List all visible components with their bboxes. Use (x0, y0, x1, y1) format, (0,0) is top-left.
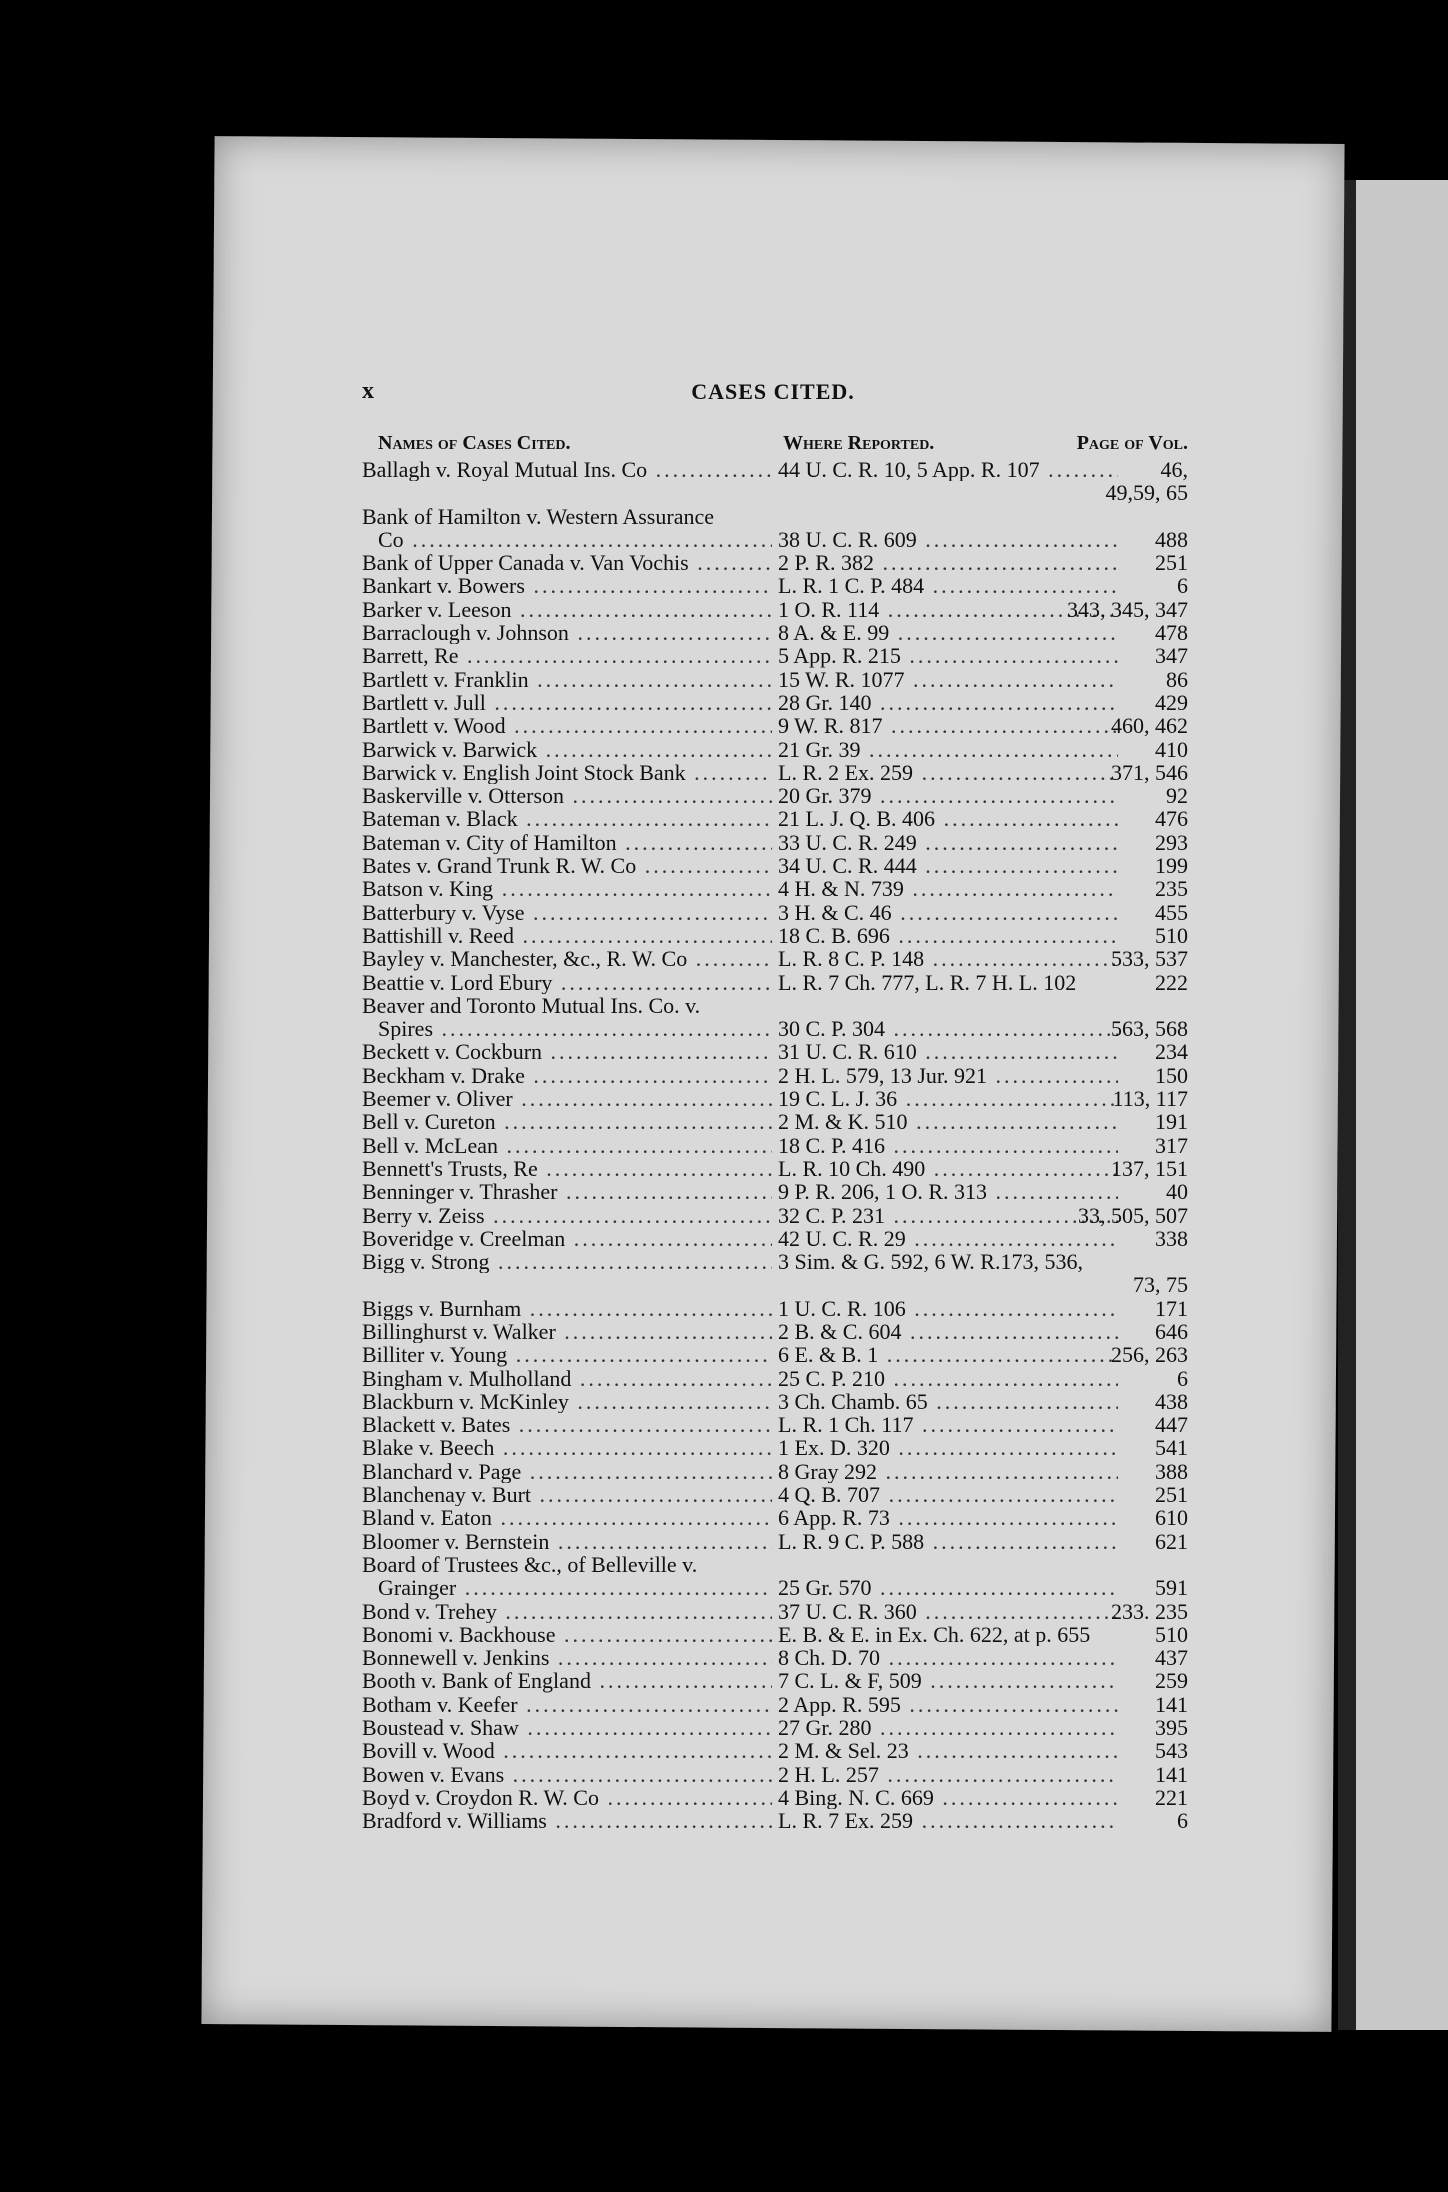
page-of-vol: 6 (1177, 573, 1188, 599)
case-name: Bank of Hamilton v. Western Assurance (362, 504, 714, 528)
column-header-where: Where Reported. (783, 432, 935, 454)
table-row (358, 1600, 1188, 1623)
table-row (358, 1413, 1188, 1436)
table-row (358, 574, 1188, 597)
case-name: Ballagh v. Royal Mutual Ins. Co ..... (362, 458, 772, 481)
where-reported: 8 Gray 292 ..... (778, 1460, 1118, 1483)
where-reported: L. R. 1 Ch. 117 ..... (778, 1413, 1118, 1436)
page-of-vol: 395 (1155, 1715, 1188, 1741)
where-reported: 8 Ch. D. 70 ..... (778, 1646, 1118, 1669)
where-reported: L. R. 9 C. P. 588 ..... (778, 1530, 1118, 1553)
table-row (358, 1367, 1188, 1390)
page-header (358, 380, 1188, 432)
page-of-vol: 113, 117 (1112, 1086, 1188, 1112)
page-of-vol: 221 (1155, 1784, 1188, 1810)
table-row (358, 1483, 1188, 1506)
page-of-vol: 347 (1155, 643, 1188, 669)
column-headers (358, 432, 1188, 458)
page-of-vol: 49,59, 65 (1105, 480, 1188, 506)
case-name: Beattie v. Lord Ebury ..... (362, 971, 772, 994)
where-reported: 6 E. & B. 1 ..... (778, 1343, 1118, 1366)
case-name: Barwick v. English Joint Stock Bank ..... (362, 761, 772, 784)
where-reported: L. R. 7 Ex. 259 ..... (778, 1809, 1118, 1832)
case-name: Bigg v. Strong ..... (362, 1250, 772, 1273)
table-row (358, 1693, 1188, 1716)
page-of-vol: 73, 75 (1133, 1272, 1188, 1298)
page-of-vol: 86 (1166, 666, 1188, 692)
page-of-vol: 199 (1155, 853, 1188, 879)
table-row (358, 1250, 1188, 1273)
table-row (358, 1739, 1188, 1762)
case-name: Barrett, Re ..... (362, 644, 772, 667)
where-reported: 9 W. R. 817 ..... (778, 714, 1118, 737)
case-name: Bartlett v. Franklin ..... (362, 668, 772, 691)
where-reported: L. R. 7 Ch. 777, L. R. 7 H. L. 102 (778, 970, 1077, 994)
page-of-vol: 171 (1155, 1295, 1188, 1321)
where-reported: 9 P. R. 206, 1 O. R. 313 ..... (778, 1180, 1118, 1203)
where-reported: 2 H. L. 257 ..... (778, 1763, 1118, 1786)
table-row (358, 621, 1188, 644)
where-reported: 30 C. P. 304 ..... (778, 1017, 1118, 1040)
where-reported: 4 H. & N. 739 ..... (778, 877, 1118, 900)
table-row (358, 1204, 1188, 1227)
page-of-vol: 251 (1155, 550, 1188, 576)
page-of-vol: 235 (1155, 876, 1188, 902)
where-reported: 32 C. P. 231 ..... (778, 1204, 1118, 1227)
case-name: Billinghurst v. Walker ..... (362, 1320, 772, 1343)
table-row (358, 854, 1188, 877)
where-reported: 18 C. B. 696 ..... (778, 924, 1118, 947)
case-name: Biggs v. Burnham ..... (362, 1297, 772, 1320)
where-reported: 1 O. R. 114 ..... (778, 598, 1118, 621)
page-of-vol: 437 (1155, 1645, 1188, 1671)
case-name: Baskerville v. Otterson ..... (362, 784, 772, 807)
table-row (358, 947, 1188, 970)
where-reported: 20 Gr. 379 ..... (778, 784, 1118, 807)
table-row (358, 807, 1188, 830)
page-of-vol: 251 (1155, 1482, 1188, 1508)
table-row (358, 1040, 1188, 1063)
page-of-vol: 447 (1155, 1412, 1188, 1438)
table-row (358, 901, 1188, 924)
page-of-vol: 510 (1155, 922, 1188, 948)
case-name: Botham v. Keefer ..... (362, 1693, 772, 1716)
case-name: Barraclough v. Johnson ..... (362, 621, 772, 644)
where-reported: 21 L. J. Q. B. 406 ..... (778, 807, 1118, 830)
where-reported: 21 Gr. 39 ..... (778, 738, 1118, 761)
case-name: Blake v. Beech ..... (362, 1436, 772, 1459)
page-of-vol: 222 (1155, 969, 1188, 995)
page-number: x (362, 378, 374, 404)
case-name: Bloomer v. Bernstein ..... (362, 1530, 772, 1553)
page-of-vol: 541 (1155, 1435, 1188, 1461)
table-row (358, 924, 1188, 947)
case-name: Batterbury v. Vyse ..... (362, 901, 772, 924)
where-reported: 2 M. & Sel. 23 ..... (778, 1739, 1118, 1762)
case-name: Boveridge v. Creelman ..... (362, 1227, 772, 1250)
where-reported: 2 App. R. 595 ..... (778, 1693, 1118, 1716)
page-of-vol: 610 (1155, 1505, 1188, 1531)
page-of-vol: 6 (1177, 1808, 1188, 1834)
table-row (358, 1763, 1188, 1786)
table-row (358, 1809, 1188, 1832)
page-of-vol: 33, 505, 507 (1078, 1202, 1188, 1228)
page-of-vol: 563, 568 (1111, 1016, 1188, 1042)
where-reported: 25 C. P. 210 ..... (778, 1367, 1118, 1390)
table-row (358, 1273, 1188, 1296)
case-name: Bland v. Eaton ..... (362, 1506, 772, 1529)
where-reported: 7 C. L. & F, 509 ..... (778, 1669, 1118, 1692)
case-name: Bank of Upper Canada v. Van Vochis ..... (362, 551, 772, 574)
where-reported: 2 B. & C. 604 ..... (778, 1320, 1118, 1343)
column-header-names: Names of Cases Cited. (378, 432, 571, 454)
case-name: Beemer v. Oliver ..... (362, 1087, 772, 1110)
page-of-vol: 46, (1160, 457, 1188, 482)
table-row (358, 1623, 1188, 1646)
where-reported: 42 U. C. R. 29 ..... (778, 1227, 1118, 1250)
case-name: Board of Trustees &c., of Belleville v. (362, 1552, 698, 1577)
case-name: Beckham v. Drake ..... (362, 1064, 772, 1087)
table-row (358, 644, 1188, 667)
case-name: Beaver and Toronto Mutual Ins. Co. v. (362, 993, 701, 1018)
table-row (358, 831, 1188, 854)
case-name: Bell v. McLean ..... (362, 1134, 772, 1157)
page-of-vol: 438 (1155, 1388, 1188, 1414)
table-row (358, 1343, 1188, 1366)
case-name: Bradford v. Williams ..... (362, 1809, 772, 1832)
page-of-vol: 455 (1155, 899, 1188, 925)
facing-page-edge (1356, 180, 1448, 2030)
table-row (358, 1180, 1188, 1203)
where-reported: 18 C. P. 416 ..... (778, 1134, 1118, 1157)
where-reported: L. R. 1 C. P. 484 ..... (778, 574, 1118, 597)
case-name: Bowen v. Evans ..... (362, 1763, 772, 1786)
case-name: Co ..... (378, 528, 772, 551)
case-name: Bell v. Cureton ..... (362, 1110, 772, 1133)
page-of-vol: 317 (1155, 1132, 1188, 1158)
where-reported: 4 Q. B. 707 ..... (778, 1483, 1118, 1506)
table-row (358, 738, 1188, 761)
table-row (358, 1669, 1188, 1692)
where-reported: 6 App. R. 73 ..... (778, 1506, 1118, 1529)
table-row (358, 528, 1188, 551)
table-row (358, 1110, 1188, 1133)
table-row (358, 551, 1188, 574)
case-rows (358, 458, 1188, 1833)
table-row (358, 877, 1188, 900)
case-name: Bayley v. Manchester, &c., R. W. Co ..... (362, 947, 772, 970)
table-row (358, 1716, 1188, 1739)
where-reported: 2 P. R. 382 ..... (778, 551, 1118, 574)
table-row (358, 1436, 1188, 1459)
table-row (358, 1320, 1188, 1343)
table-row (358, 1646, 1188, 1669)
where-reported: 3 H. & C. 46 ..... (778, 901, 1118, 924)
page-of-vol: 256, 263 (1111, 1342, 1188, 1368)
where-reported: 4 Bing. N. C. 669 ..... (778, 1786, 1118, 1809)
page-of-vol: 646 (1155, 1318, 1188, 1344)
page-of-vol: 137, 151 (1111, 1155, 1188, 1181)
case-name: Berry v. Zeiss ..... (362, 1204, 772, 1227)
table-row (358, 971, 1188, 994)
case-name: Bateman v. Black ..... (362, 807, 772, 830)
case-name: Blackett v. Bates ..... (362, 1413, 772, 1436)
page-of-vol: 371, 546 (1111, 759, 1188, 785)
case-name: Booth v. Bank of England ..... (362, 1669, 772, 1692)
page-of-vol: 510 (1155, 1621, 1188, 1647)
where-reported: 2 M. & K. 510 ..... (778, 1110, 1118, 1133)
case-name: Blackburn v. McKinley ..... (362, 1390, 772, 1413)
page-of-vol: 141 (1155, 1761, 1188, 1787)
table-row (358, 1134, 1188, 1157)
page-of-vol: 460, 462 (1111, 713, 1188, 739)
where-reported: 44 U. C. R. 10, 5 App. R. 107 ..... (778, 458, 1118, 481)
table-row (358, 691, 1188, 714)
where-reported: 27 Gr. 280 ..... (778, 1716, 1118, 1739)
page-of-vol: 338 (1155, 1225, 1188, 1251)
table-row (358, 761, 1188, 784)
where-reported: 3 Sim. & G. 592, 6 W. R.173, 536, (778, 1250, 1083, 1274)
where-reported: 19 C. L. J. 36 ..... (778, 1087, 1118, 1110)
page-of-vol: 621 (1155, 1528, 1188, 1554)
case-name: Beckett v. Cockburn ..... (362, 1040, 772, 1063)
where-reported: 28 Gr. 140 ..... (778, 691, 1118, 714)
where-reported: 31 U. C. R. 610 ..... (778, 1040, 1118, 1063)
table-row (358, 1506, 1188, 1529)
where-reported: 2 H. L. 579, 13 Jur. 921 ..... (778, 1064, 1118, 1087)
case-name: Bates v. Grand Trunk R. W. Co ..... (362, 854, 772, 877)
case-name: Blanchard v. Page ..... (362, 1460, 772, 1483)
page-of-vol: 191 (1155, 1109, 1188, 1135)
page-of-vol: 150 (1155, 1062, 1188, 1088)
case-name: Batson v. King ..... (362, 877, 772, 900)
page-of-vol: 141 (1155, 1691, 1188, 1717)
page-of-vol: 388 (1155, 1458, 1188, 1484)
page-of-vol: 343, 345, 347 (1067, 596, 1188, 622)
table-row (358, 481, 1188, 504)
where-reported: 37 U. C. R. 360 ..... (778, 1600, 1118, 1623)
where-reported: L. R. 10 Ch. 490 ..... (778, 1157, 1118, 1180)
page-of-vol: 591 (1155, 1575, 1188, 1601)
table-row (358, 1390, 1188, 1413)
page-of-vol: 478 (1155, 620, 1188, 646)
case-name: Barwick v. Barwick ..... (362, 738, 772, 761)
table-row (358, 784, 1188, 807)
case-name: Billiter v. Young ..... (362, 1343, 772, 1366)
cases-cited-table (358, 380, 1188, 1833)
table-row (358, 668, 1188, 691)
table-row (358, 1553, 1188, 1576)
case-name: Boyd v. Croydon R. W. Co ..... (362, 1786, 772, 1809)
table-row (358, 598, 1188, 621)
table-row (358, 714, 1188, 737)
case-name: Bonomi v. Backhouse ..... (362, 1623, 772, 1646)
table-row (358, 1297, 1188, 1320)
case-name: Bateman v. City of Hamilton ..... (362, 831, 772, 854)
page-of-vol: 410 (1155, 736, 1188, 762)
table-row (358, 458, 1188, 481)
page-of-vol: 476 (1155, 806, 1188, 832)
case-name: Bartlett v. Wood ..... (362, 714, 772, 737)
where-reported: 25 Gr. 570 ..... (778, 1576, 1118, 1599)
where-reported: 38 U. C. R. 609 ..... (778, 528, 1118, 551)
table-row (358, 1530, 1188, 1553)
case-name: Spires ..... (378, 1017, 772, 1040)
case-name: Benninger v. Thrasher ..... (362, 1180, 772, 1203)
case-name: Boustead v. Shaw ..... (362, 1716, 772, 1739)
table-row (358, 505, 1188, 528)
where-reported: 5 App. R. 215 ..... (778, 644, 1118, 667)
case-name: Barker v. Leeson ..... (362, 598, 772, 621)
page-of-vol: 259 (1155, 1668, 1188, 1694)
case-name: Bartlett v. Jull ..... (362, 691, 772, 714)
case-name: Grainger ..... (378, 1576, 772, 1599)
case-name: Blanchenay v. Burt ..... (362, 1483, 772, 1506)
where-reported: E. B. & E. in Ex. Ch. 622, at p. 655 (778, 1622, 1091, 1647)
table-row (358, 994, 1188, 1017)
where-reported: 34 U. C. R. 444 ..... (778, 854, 1118, 877)
page-of-vol: 234 (1155, 1039, 1188, 1065)
page-title: CASES CITED. (691, 379, 855, 404)
table-row (358, 1157, 1188, 1180)
where-reported: L. R. 2 Ex. 259 ..... (778, 761, 1118, 784)
case-name: Bankart v. Bowers ..... (362, 574, 772, 597)
page-of-vol: 488 (1155, 526, 1188, 552)
where-reported: 3 Ch. Chamb. 65 ..... (778, 1390, 1118, 1413)
where-reported: 1 U. C. R. 106 ..... (778, 1297, 1118, 1320)
page-of-vol: 429 (1155, 689, 1188, 715)
where-reported: 33 U. C. R. 249 ..... (778, 831, 1118, 854)
column-header-page: Page of Vol. (1076, 432, 1188, 454)
where-reported: 15 W. R. 1077 ..... (778, 668, 1118, 691)
page-of-vol: 293 (1155, 829, 1188, 855)
where-reported: 8 A. & E. 99 ..... (778, 621, 1118, 644)
page-of-vol: 40 (1166, 1179, 1188, 1205)
case-name: Battishill v. Reed ..... (362, 924, 772, 947)
case-name: Bonnewell v. Jenkins ..... (362, 1646, 772, 1669)
case-name: Bovill v. Wood ..... (362, 1739, 772, 1762)
page-of-vol: 533, 537 (1111, 946, 1188, 972)
table-row (358, 1786, 1188, 1809)
page-of-vol: 92 (1166, 783, 1188, 809)
page-of-vol: 233. 235 (1111, 1598, 1188, 1624)
page-of-vol: 6 (1177, 1365, 1188, 1391)
table-row (358, 1064, 1188, 1087)
where-reported: 1 Ex. D. 320 ..... (778, 1436, 1118, 1459)
case-name: Bingham v. Mulholland ..... (362, 1367, 772, 1390)
case-name: Bond v. Trehey ..... (362, 1600, 772, 1623)
page-of-vol: 543 (1155, 1738, 1188, 1764)
table-row (358, 1087, 1188, 1110)
case-name: Bennett's Trusts, Re ..... (362, 1157, 772, 1180)
table-row (358, 1576, 1188, 1599)
table-row (358, 1227, 1188, 1250)
table-row (358, 1460, 1188, 1483)
table-row (358, 1017, 1188, 1040)
where-reported: L. R. 8 C. P. 148 ..... (778, 947, 1118, 970)
